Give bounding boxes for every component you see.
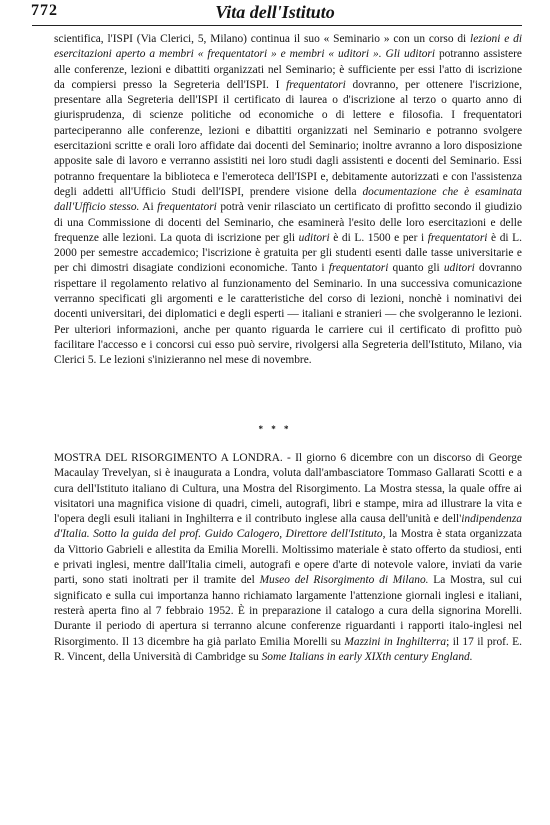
section-heading: MOSTRA DEL RISORGIMENTO A LONDRA. bbox=[54, 452, 283, 464]
italic-run: Museo del Risorgimento di Milano. bbox=[259, 574, 429, 587]
text-run: La Mostra, sul cui significato e sulla cui importanza hanno richiamato largamente l'attenzione giornali inglesi e italiani, resterà aperta fino al 7 febbraio 1952. È in preparazione il catalogo a cura della signorina Morelli. Durante il periodo di apertura si terranno alcune conferenze riguardanti i rapporti italo-inglesi nel Risorgimento. Il 13 dicembre ha già parlato Emilia Morelli su bbox=[54, 574, 522, 648]
italic-run: uditori bbox=[443, 262, 475, 275]
text-run: Ai bbox=[139, 201, 158, 214]
text-run: scientifica, l'ISPI (Via Clerici, 5, Milano) continua il suo « Seminario » con un corso di bbox=[54, 33, 471, 45]
italic-run: documentazione che è esaminata dall'Ufficio stesso. bbox=[54, 185, 522, 214]
text-run: dovranno rispettare il regolamento relativo al funzionamento del Seminario. In una successiva comunicazione verranno specificati gli argomenti e le caratteristiche del corso di lezioni, nonchè i nominativi dei docenti universitari, dei diplomatici e degli esperti — italiani e stranieri — che svolgeranno le lezioni. Per ulteriori informazioni, anche per quanto riguarda le carriere cui il certificato di profitto può facilitare l'accesso e i concorsi cui esso può servire, rivolgersi alla Segreteria dell'Istituto, Milano, via Clerici 5. Le lezioni s'inizieranno nel mese di novembre. bbox=[54, 262, 522, 367]
text-run: dovranno, per ottenere l'iscrizione, presentare alla Segreteria dell'ISPI il certificato di laurea o d'iscrizione al terzo o quarto anno di giurisprudenza, di scienze politiche od economiche o di lettere e filosofia. I frequentatori parteciperanno alle conferenze, lezioni e dibattiti organizzati nel Seminario e potranno svolgere esercitazioni scritte e orali loro affidate dai docenti del Seminario; inoltre avranno a loro disposizione apposite sale di lavoro e verranno assistiti nei loro studi dagli assistenti e docenti del Seminario. Essi potranno frequentare la biblioteca e l'emeroteca dell'ISPI e, debitamente autorizzati e con l'assistenza degli addetti all'Ufficio Studi dell'ISPI, prendere visione della bbox=[54, 78, 522, 198]
text-run: è di L. 1500 e per i bbox=[329, 231, 428, 244]
italic-run: Gli uditori bbox=[385, 48, 436, 61]
text-run: è di L. 2000 per semestre accademico; l'iscrizione è gratuita per gli studenti esenti dalle tasse universitarie e per chi dimostri disagiate condizioni economiche. Tanto i bbox=[54, 231, 522, 275]
italic-run: Mazzini in Inghilterra bbox=[344, 635, 447, 648]
italic-run: uditori bbox=[298, 231, 330, 244]
italic-run: lezioni e di esercitazioni aperto a membri « frequentatori » e membri « uditori ». bbox=[54, 33, 523, 61]
seminario-paragraph bbox=[54, 32, 522, 369]
italic-run: frequentatori bbox=[286, 78, 346, 91]
text-run: potranno assistere alle conferenze, lezioni e dibattiti organizzati nel Seminario; è sufficiente per essi l'atto di iscrizione da compiersi presso la Segreteria dell'ISPI. I bbox=[54, 48, 522, 91]
text-run: potrà venir rilasciato un certificato di profitto secondo il giudizio di una Commissione di docenti del Seminario, che esaminerà l'esito delle loro esercitazioni e delle frequenze alle lezioni. La quota di iscrizione per gli bbox=[54, 201, 522, 244]
text-run: ; il 17 il prof. E. R. Vincent, della Università di Cambridge su bbox=[54, 635, 522, 663]
text-run: - Il giorno 6 dicembre con un discorso di George Macaulay Trevelyan, si è inaugurata a Londra, voluta dall'ambasciatore Tommaso Gallarati Scotti e a cura dell'Istituto italiano di Cultura, una Mostra del Risorgimento. La Mostra stessa, la quale offre ai visitatori una magnifica visione di quadri, cimeli, autografi, libri e stampe, mira ad illustrare la vita e l'opera degli esuli italiani in Inghilterra e il contributo inglese alla causa dell'unità e dell' bbox=[54, 452, 523, 526]
italic-run: frequentatori bbox=[427, 231, 488, 244]
text-run: la Mostra è stata organizzata da Vittorio Gabrieli e allestita da Emilia Morelli. Moltissimo materiale è stato offerto da studiosi, enti e privati inglesi, mentre dall'Italia cimeli, autografi e opere d'arte di notevole valore, inviati da varie parti, sono stati inoltrati per il tramite del bbox=[54, 528, 522, 587]
text-run: quanto gli bbox=[388, 262, 444, 275]
italic-run: frequentatori bbox=[157, 201, 217, 214]
italic-run: frequentatori bbox=[328, 262, 389, 275]
mostra-paragraph bbox=[54, 451, 522, 665]
header-rule bbox=[32, 25, 522, 26]
italic-run: Some Italians in early XIXth century England. bbox=[261, 650, 473, 663]
section-separator: * * * bbox=[258, 424, 292, 434]
running-title: Vita dell'Istituto bbox=[215, 2, 335, 22]
page-number: 772 bbox=[31, 2, 58, 19]
italic-run: indipendenza d'Italia. Sotto la guida del prof. Guido Calogero, Direttore dell'Istituto, bbox=[54, 513, 522, 541]
